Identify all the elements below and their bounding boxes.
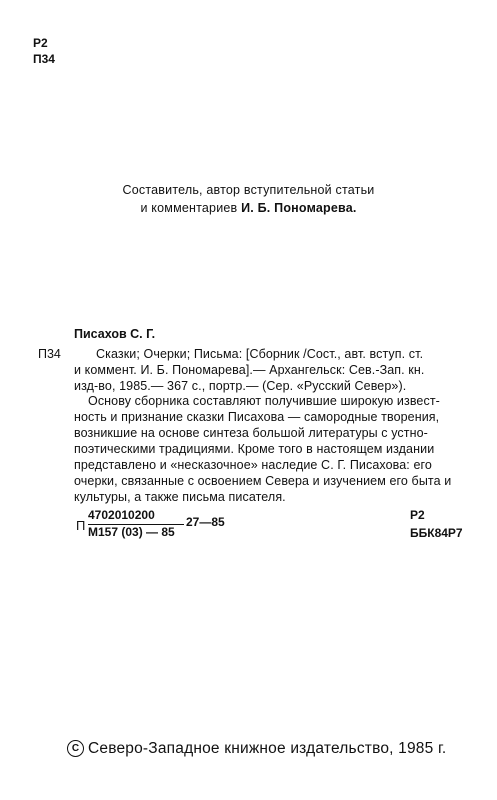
udc-line-1: Р2 — [33, 36, 48, 50]
classification-line-1: Р2 — [410, 508, 425, 522]
annotation-line: Основу сборника составляют получившие широкую извест- — [88, 394, 440, 408]
compiler-name: И. Б. Пономарева. — [241, 201, 357, 215]
formula-numerator: 4702010200 — [88, 508, 155, 522]
annotation-last-line: культуры, а также письма писателя. — [74, 490, 286, 504]
compiler-prefix: и комментариев — [140, 201, 238, 215]
formula-tail: 27—85 — [186, 515, 225, 529]
card-author: Писахов С. Г. — [74, 327, 156, 341]
card-desc-line: Сказки; Очерки; Письма: [Сборник /Сост., авт. вступ. ст. — [96, 347, 424, 361]
card-desc-line: и коммент. И. Б. Пономарева].— Архангельск: Сев.-Зап. кн. — [74, 363, 425, 377]
classification-line-2: ББК84Р7 — [410, 526, 463, 540]
formula-denominator: М157 (03) — 85 — [88, 525, 175, 539]
formula-prefix: П — [76, 518, 86, 533]
copyright-icon: C — [67, 740, 84, 757]
compiler-line-1: Составитель, автор вступительной статьи — [122, 183, 375, 197]
compiler-line-2 — [0, 201, 497, 215]
udc-line-2: П34 — [33, 52, 55, 66]
annotation-line: возникшие на основе синтеза большой литературы с устно- — [74, 426, 428, 440]
card-desc-line: изд-во, 1985.— 367 с., портр.— (Сер. «Русский Север»). — [74, 379, 407, 393]
card-code: П34 — [38, 347, 61, 361]
annotation-line: ность и признание сказки Писахова — самородные творения, — [74, 410, 440, 424]
annotation-line: поэтическими традициями. Кроме того в настоящем издании — [74, 442, 435, 456]
annotation-line: представлено и «несказочное» наследие С. Г. Писахова: его — [74, 458, 432, 472]
copyright-text: Северо-Западное книжное издательство, 1985 г. — [88, 740, 447, 757]
annotation-line: очерки, связанные с освоением Севера и изучением его быта и — [74, 474, 452, 488]
